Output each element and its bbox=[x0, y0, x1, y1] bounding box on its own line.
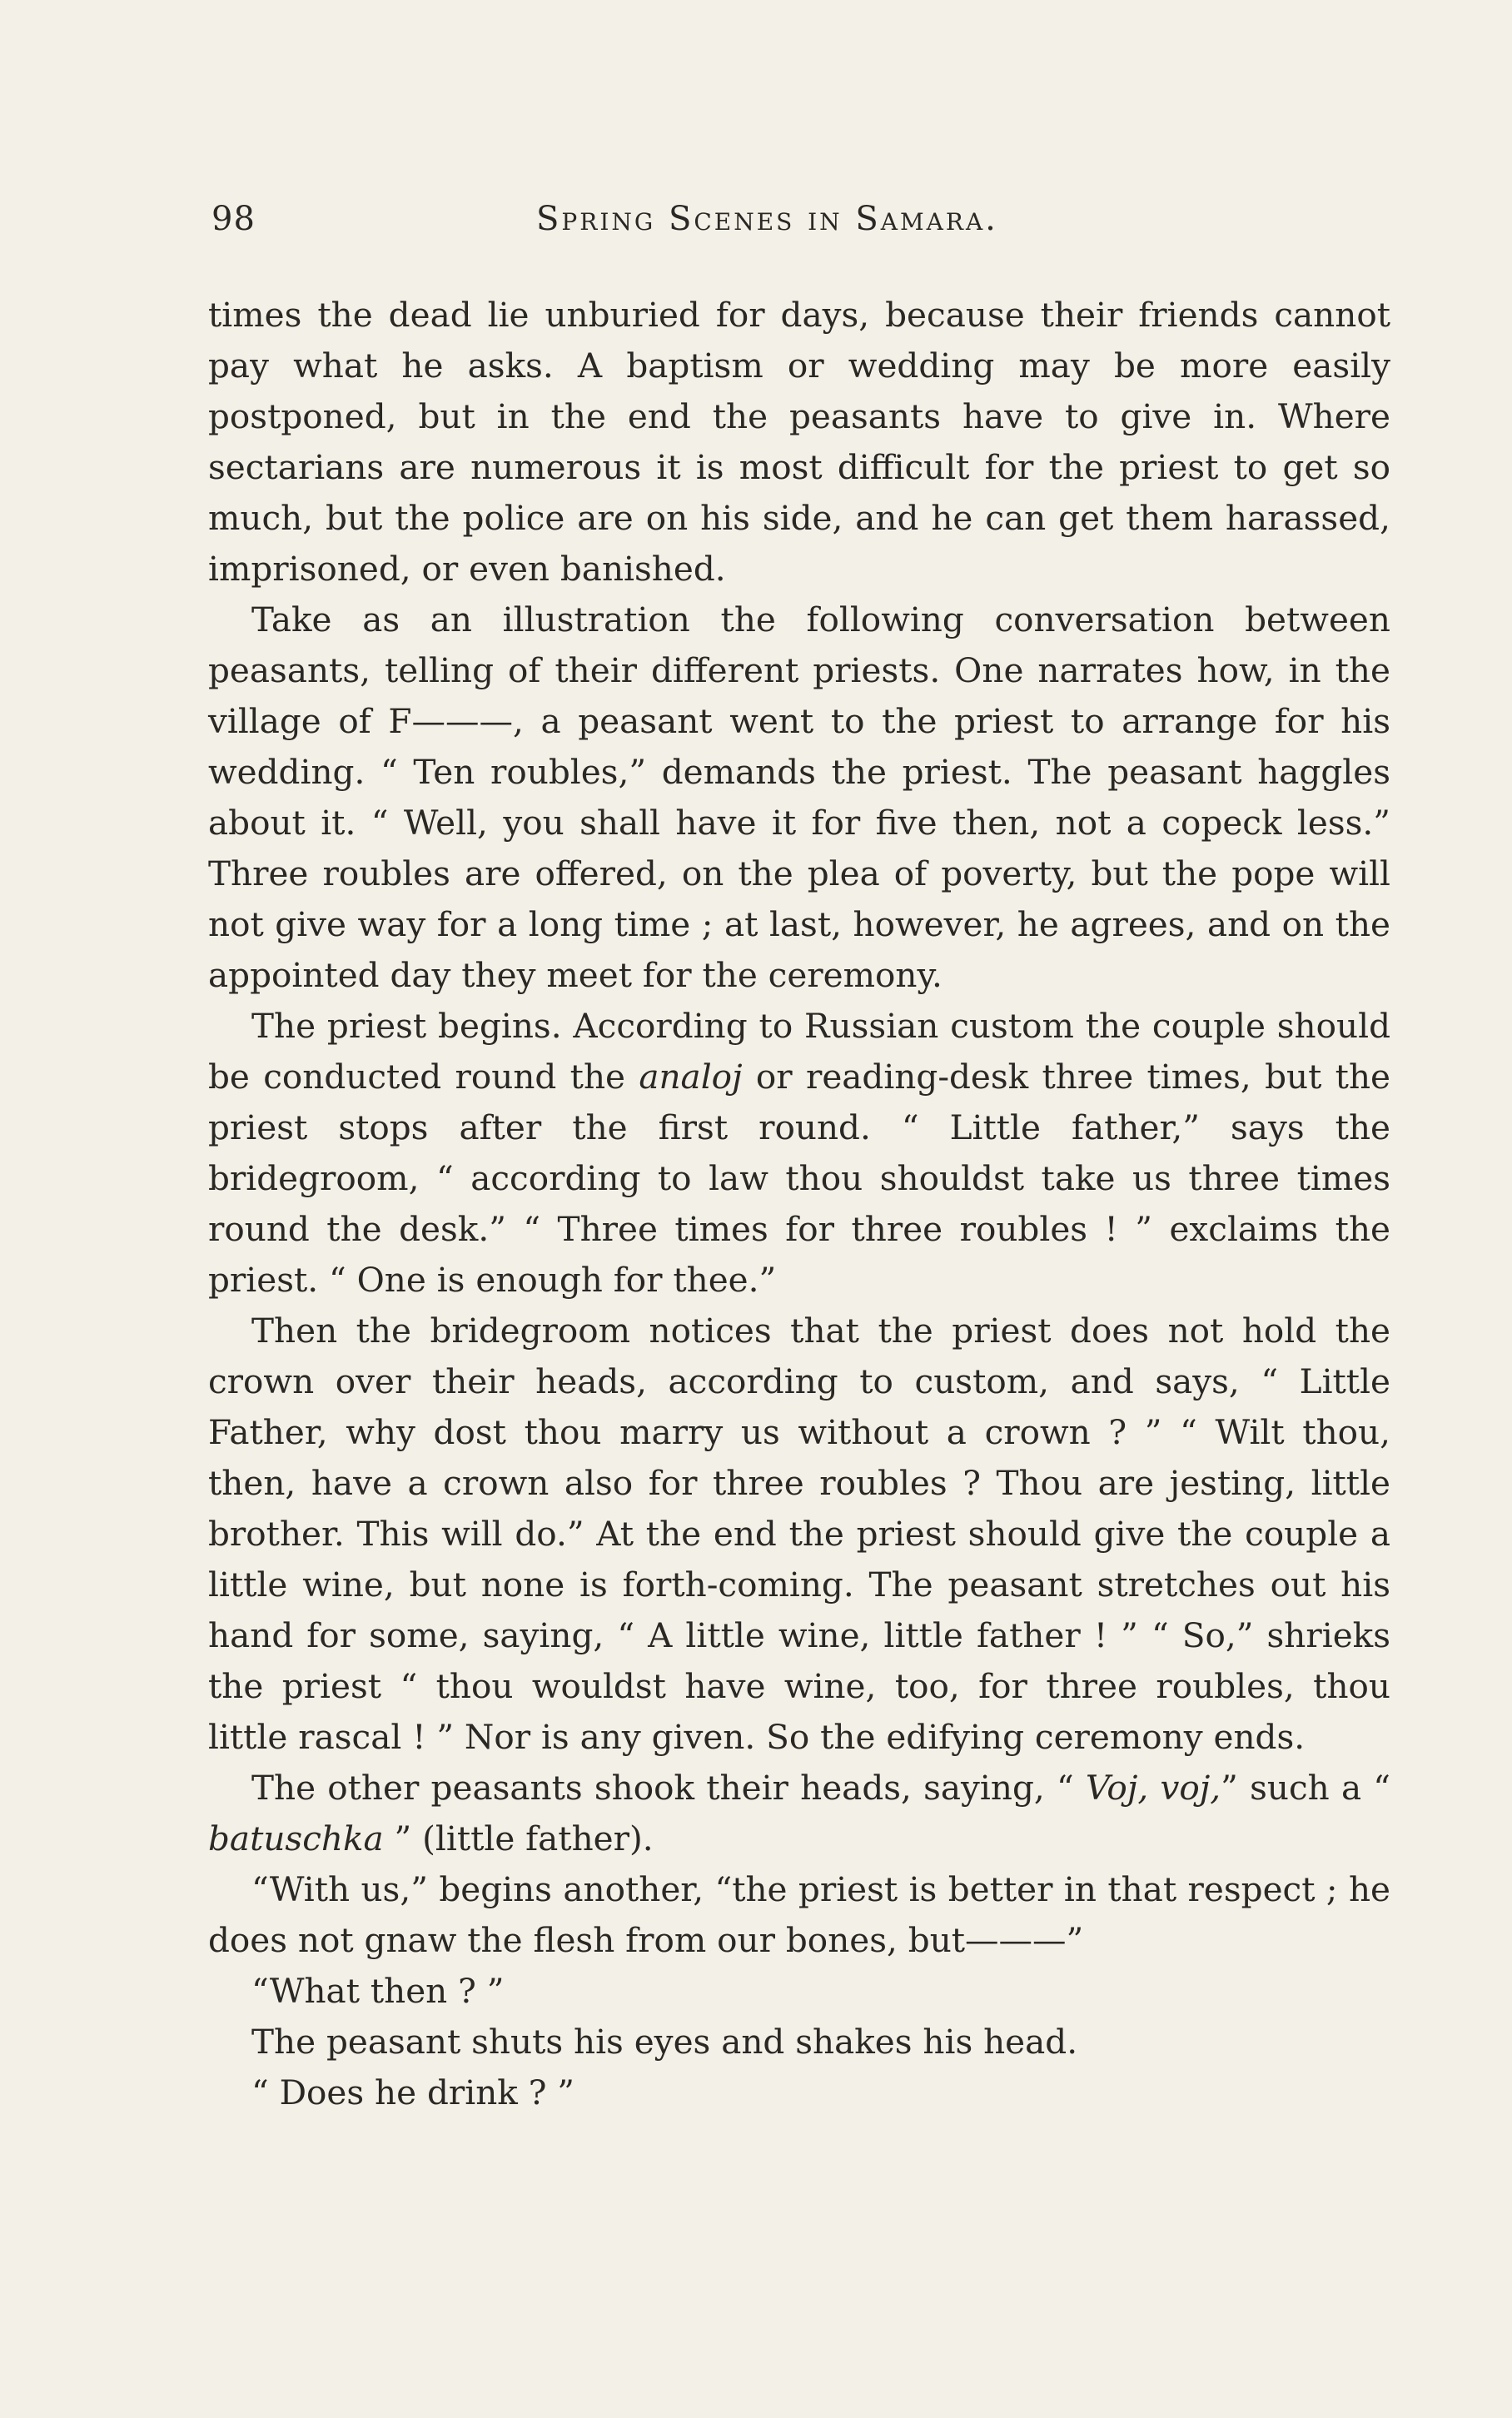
italic-term: batuschka bbox=[208, 1818, 384, 1858]
paragraph-text: times the dead lie unburied for days, because their friends cannot pay what he asks. A baptism or wedding may be more easily postponed, but in the end the peasants have to give in. Where sectarians are numerous it is most difficult for the priest to get so much, but the police are on his side, and he can get them harassed, imprisoned, or even banished. bbox=[208, 295, 1390, 589]
page-number: 98 bbox=[211, 200, 256, 238]
paragraph-8 bbox=[208, 2017, 1390, 2067]
paragraph-text: ” such a “ bbox=[1221, 1768, 1391, 1808]
paragraph-text: “With us,” begins another, “the priest is better in that respect ; he does not gnaw the flesh from our bones, but———” bbox=[208, 1869, 1390, 1960]
running-head bbox=[208, 200, 1390, 250]
running-title: Spring Scenes in Samara. bbox=[536, 200, 998, 238]
paragraph-7 bbox=[208, 1966, 1390, 2017]
paragraph-text: “ Does he drink ? ” bbox=[251, 2072, 575, 2112]
paragraph-text: ” (little father). bbox=[383, 1818, 654, 1858]
paragraph-text: The peasant shuts his eyes and shakes his head. bbox=[251, 2022, 1078, 2062]
paragraph-9 bbox=[208, 2067, 1390, 2118]
paragraph-text: Take as an illustration the following conversation between peasants, telling of their different priests. One narrates how, in the village of F———, a peasant went to the priest to arrange for his wedding. “ Ten roubles,” demands the priest. The peasant haggles about it. “ Well, you shall have it for five then, not a copeck less.” Three roubles are offered, on the plea of poverty, but the pope will not give way for a long time ; at last, however, he agrees, and on the appointed day they meet for the ceremony. bbox=[208, 600, 1390, 995]
italic-term: analoj bbox=[639, 1057, 743, 1097]
paragraph-3 bbox=[208, 1001, 1390, 1306]
italic-term: Voj, voj, bbox=[1085, 1768, 1221, 1808]
body-text bbox=[208, 290, 1390, 2118]
paragraph-5 bbox=[208, 1763, 1390, 1864]
paragraph-text: or reading-desk three times, but the priest stops after the first round. “ Little father,” says the bridegroom, “ according to law thou shouldst take us three times round the desk.” “ Three times for three roubles ! ” exclaims the priest. “ One is enough for thee.” bbox=[208, 1057, 1390, 1300]
paragraph-text: “What then ? ” bbox=[251, 1971, 505, 2011]
paragraph-text: The other peasants shook their heads, saying, “ bbox=[251, 1768, 1086, 1808]
paragraph-6 bbox=[208, 1864, 1390, 1966]
paragraph-text: The priest begins. According to Russian custom the couple should be conducted round the bbox=[208, 1006, 1390, 1097]
book-page bbox=[208, 200, 1390, 2118]
paragraph-1 bbox=[208, 290, 1390, 595]
paragraph-text: Then the bridegroom notices that the priest does not hold the crown over their heads, according to custom, and says, “ Little Father, why dost thou marry us without a crown ? ” “ Wilt thou, then, have a crown also for three roubles ? Thou are jesting, little brother. This will do.” At the end the priest should give the couple a little wine, but none is forth-coming. The peasant stretches out his hand for some, saying, “ A little wine, little father ! ” “ So,” shrieks the priest “ thou wouldst have wine, too, for three roubles, thou little rascal ! ” Nor is any given. So the edifying ceremony ends. bbox=[208, 1311, 1390, 1757]
paragraph-2 bbox=[208, 595, 1390, 1001]
paragraph-4 bbox=[208, 1306, 1390, 1763]
